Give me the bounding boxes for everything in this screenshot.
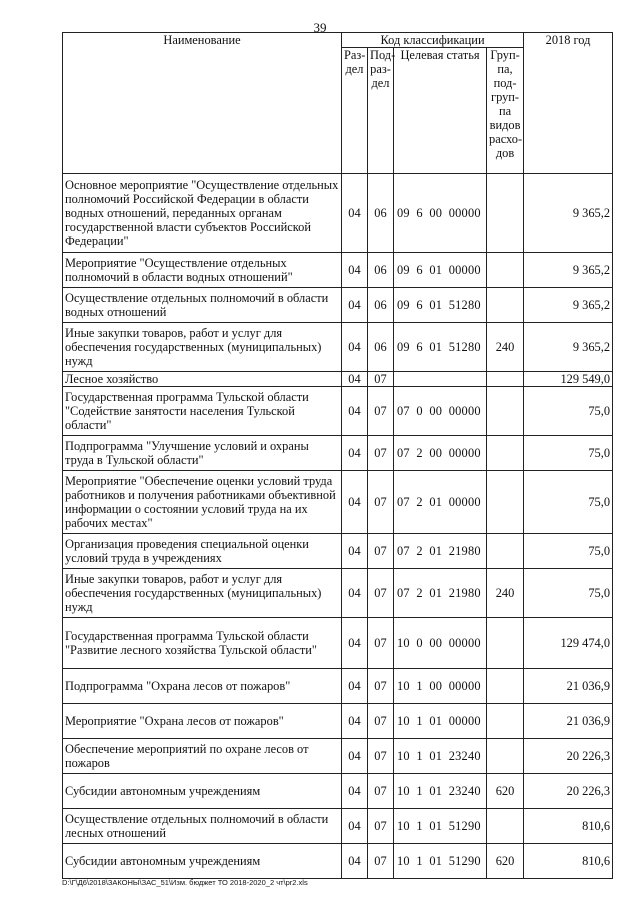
row-section: 04 <box>342 774 368 809</box>
row-section: 04 <box>342 372 368 387</box>
row-group: 240 <box>487 569 524 618</box>
row-target: 09 6 01 00000 <box>394 253 487 288</box>
row-subsection: 06 <box>368 323 394 372</box>
row-amount: 9 365,2 <box>524 174 613 253</box>
row-target: 10 1 01 00000 <box>394 704 487 739</box>
row-group <box>487 387 524 436</box>
row-target: 10 1 01 51290 <box>394 844 487 879</box>
table-row <box>63 372 613 387</box>
row-group <box>487 534 524 569</box>
row-subsection: 07 <box>368 809 394 844</box>
row-amount: 75,0 <box>524 387 613 436</box>
row-name: Лесное хозяйство <box>63 372 342 387</box>
row-section: 04 <box>342 669 368 704</box>
row-name: Иные закупки товаров, работ и услуг для обеспечения государственных (муниципальных) нужд <box>63 569 342 618</box>
table-row <box>63 387 613 436</box>
row-subsection: 06 <box>368 174 394 253</box>
row-group: 240 <box>487 323 524 372</box>
row-subsection: 07 <box>368 569 394 618</box>
row-group <box>487 704 524 739</box>
table-row <box>63 669 613 704</box>
row-subsection: 06 <box>368 288 394 323</box>
row-name: Мероприятие "Охрана лесов от пожаров" <box>63 704 342 739</box>
table-row <box>63 844 613 879</box>
row-name: Подпрограмма "Охрана лесов от пожаров" <box>63 669 342 704</box>
table-row <box>63 739 613 774</box>
table-row <box>63 704 613 739</box>
table-row <box>63 323 613 372</box>
table-row <box>63 569 613 618</box>
table-row <box>63 436 613 471</box>
row-target: 09 6 01 51280 <box>394 323 487 372</box>
row-group <box>487 288 524 323</box>
row-target: 07 2 01 21980 <box>394 534 487 569</box>
row-section: 04 <box>342 704 368 739</box>
header-year: 2018 год <box>524 33 613 174</box>
row-section: 04 <box>342 534 368 569</box>
row-section: 04 <box>342 844 368 879</box>
row-target: 10 1 01 23240 <box>394 774 487 809</box>
table-row <box>63 288 613 323</box>
row-target: 10 1 00 00000 <box>394 669 487 704</box>
row-group: 620 <box>487 774 524 809</box>
row-subsection: 07 <box>368 774 394 809</box>
row-target: 10 1 01 23240 <box>394 739 487 774</box>
row-amount: 75,0 <box>524 471 613 534</box>
row-target <box>394 372 487 387</box>
row-section: 04 <box>342 174 368 253</box>
row-amount: 129 474,0 <box>524 618 613 669</box>
row-subsection: 06 <box>368 253 394 288</box>
row-target: 10 1 01 51290 <box>394 809 487 844</box>
row-amount: 21 036,9 <box>524 704 613 739</box>
row-name: Иные закупки товаров, работ и услуг для обеспечения государственных (муниципальных) нужд <box>63 323 342 372</box>
row-name: Субсидии автономным учреждениям <box>63 844 342 879</box>
row-subsection: 07 <box>368 844 394 879</box>
table-header <box>63 33 613 174</box>
row-target: 07 0 00 00000 <box>394 387 487 436</box>
row-name: Мероприятие "Обеспечение оценки условий труда работников и получения работниками объективной информации о состоянии условий труда на их рабочих местах" <box>63 471 342 534</box>
row-amount: 9 365,2 <box>524 253 613 288</box>
row-group <box>487 372 524 387</box>
row-subsection: 07 <box>368 704 394 739</box>
row-subsection: 07 <box>368 739 394 774</box>
row-subsection: 07 <box>368 618 394 669</box>
row-group <box>487 809 524 844</box>
row-group <box>487 669 524 704</box>
table-row <box>63 774 613 809</box>
row-section: 04 <box>342 809 368 844</box>
row-amount: 129 549,0 <box>524 372 613 387</box>
row-group <box>487 436 524 471</box>
header-group: Груп- па, под- груп- па видов расхо- дов <box>487 48 524 174</box>
row-name: Основное мероприятие "Осуществление отдельных полномочий Российской Федерации в области водных отношений, переданных органам государственной власти субъектов Российской Федерации" <box>63 174 342 253</box>
table-row <box>63 471 613 534</box>
table-row <box>63 253 613 288</box>
row-amount: 21 036,9 <box>524 669 613 704</box>
row-name: Государственная программа Тульской области "Содействие занятости населения Тульской области" <box>63 387 342 436</box>
row-section: 04 <box>342 739 368 774</box>
row-amount: 9 365,2 <box>524 288 613 323</box>
row-section: 04 <box>342 288 368 323</box>
row-name: Субсидии автономным учреждениям <box>63 774 342 809</box>
row-name: Государственная программа Тульской области "Развитие лесного хозяйства Тульской области" <box>63 618 342 669</box>
budget-table <box>62 32 613 879</box>
header-code-group: Код классификации <box>342 33 524 48</box>
table-row <box>63 174 613 253</box>
row-group <box>487 174 524 253</box>
row-subsection: 07 <box>368 669 394 704</box>
row-amount: 20 226,3 <box>524 739 613 774</box>
row-section: 04 <box>342 471 368 534</box>
row-amount: 75,0 <box>524 569 613 618</box>
row-name: Подпрограмма "Улучшение условий и охраны труда в Тульской области" <box>63 436 342 471</box>
row-section: 04 <box>342 253 368 288</box>
row-section: 04 <box>342 618 368 669</box>
row-amount: 810,6 <box>524 809 613 844</box>
row-target: 07 2 01 21980 <box>394 569 487 618</box>
row-section: 04 <box>342 569 368 618</box>
row-group: 620 <box>487 844 524 879</box>
table-row <box>63 618 613 669</box>
row-section: 04 <box>342 436 368 471</box>
row-target: 10 0 00 00000 <box>394 618 487 669</box>
row-name: Мероприятие "Осуществление отдельных полномочий в области водных отношений" <box>63 253 342 288</box>
row-group <box>487 618 524 669</box>
row-subsection: 07 <box>368 471 394 534</box>
row-subsection: 07 <box>368 534 394 569</box>
row-subsection: 07 <box>368 387 394 436</box>
table-body <box>63 174 613 879</box>
row-amount: 20 226,3 <box>524 774 613 809</box>
row-target: 07 2 01 00000 <box>394 471 487 534</box>
row-subsection: 07 <box>368 372 394 387</box>
row-amount: 75,0 <box>524 534 613 569</box>
row-section: 04 <box>342 323 368 372</box>
row-name: Организация проведения специальной оценки условий труда в учреждениях <box>63 534 342 569</box>
header-target: Целевая статья <box>394 48 487 174</box>
row-name: Обеспечение мероприятий по охране лесов от пожаров <box>63 739 342 774</box>
table-row <box>63 809 613 844</box>
page-number: 39 <box>313 20 327 35</box>
row-target: 07 2 00 00000 <box>394 436 487 471</box>
row-target: 09 6 01 51280 <box>394 288 487 323</box>
row-target: 09 6 00 00000 <box>394 174 487 253</box>
row-group <box>487 253 524 288</box>
row-amount: 9 365,2 <box>524 323 613 372</box>
file-path-footer: D:\Г\Д6\2018\ЗАКОНЫ\ЗАС_51\Изм. бюджет ТО 2018-2020_2 чт\pr2.xls <box>62 878 308 887</box>
row-group <box>487 739 524 774</box>
header-name: Наименование <box>63 33 342 174</box>
table-row <box>63 534 613 569</box>
row-group <box>487 471 524 534</box>
row-subsection: 07 <box>368 436 394 471</box>
row-name: Осуществление отдельных полномочий в области водных отношений <box>63 288 342 323</box>
header-subsection: Под- раз- дел <box>368 48 394 174</box>
row-name: Осуществление отдельных полномочий в области лесных отношений <box>63 809 342 844</box>
row-amount: 75,0 <box>524 436 613 471</box>
row-section: 04 <box>342 387 368 436</box>
row-amount: 810,6 <box>524 844 613 879</box>
header-section: Раз- дел <box>342 48 368 174</box>
